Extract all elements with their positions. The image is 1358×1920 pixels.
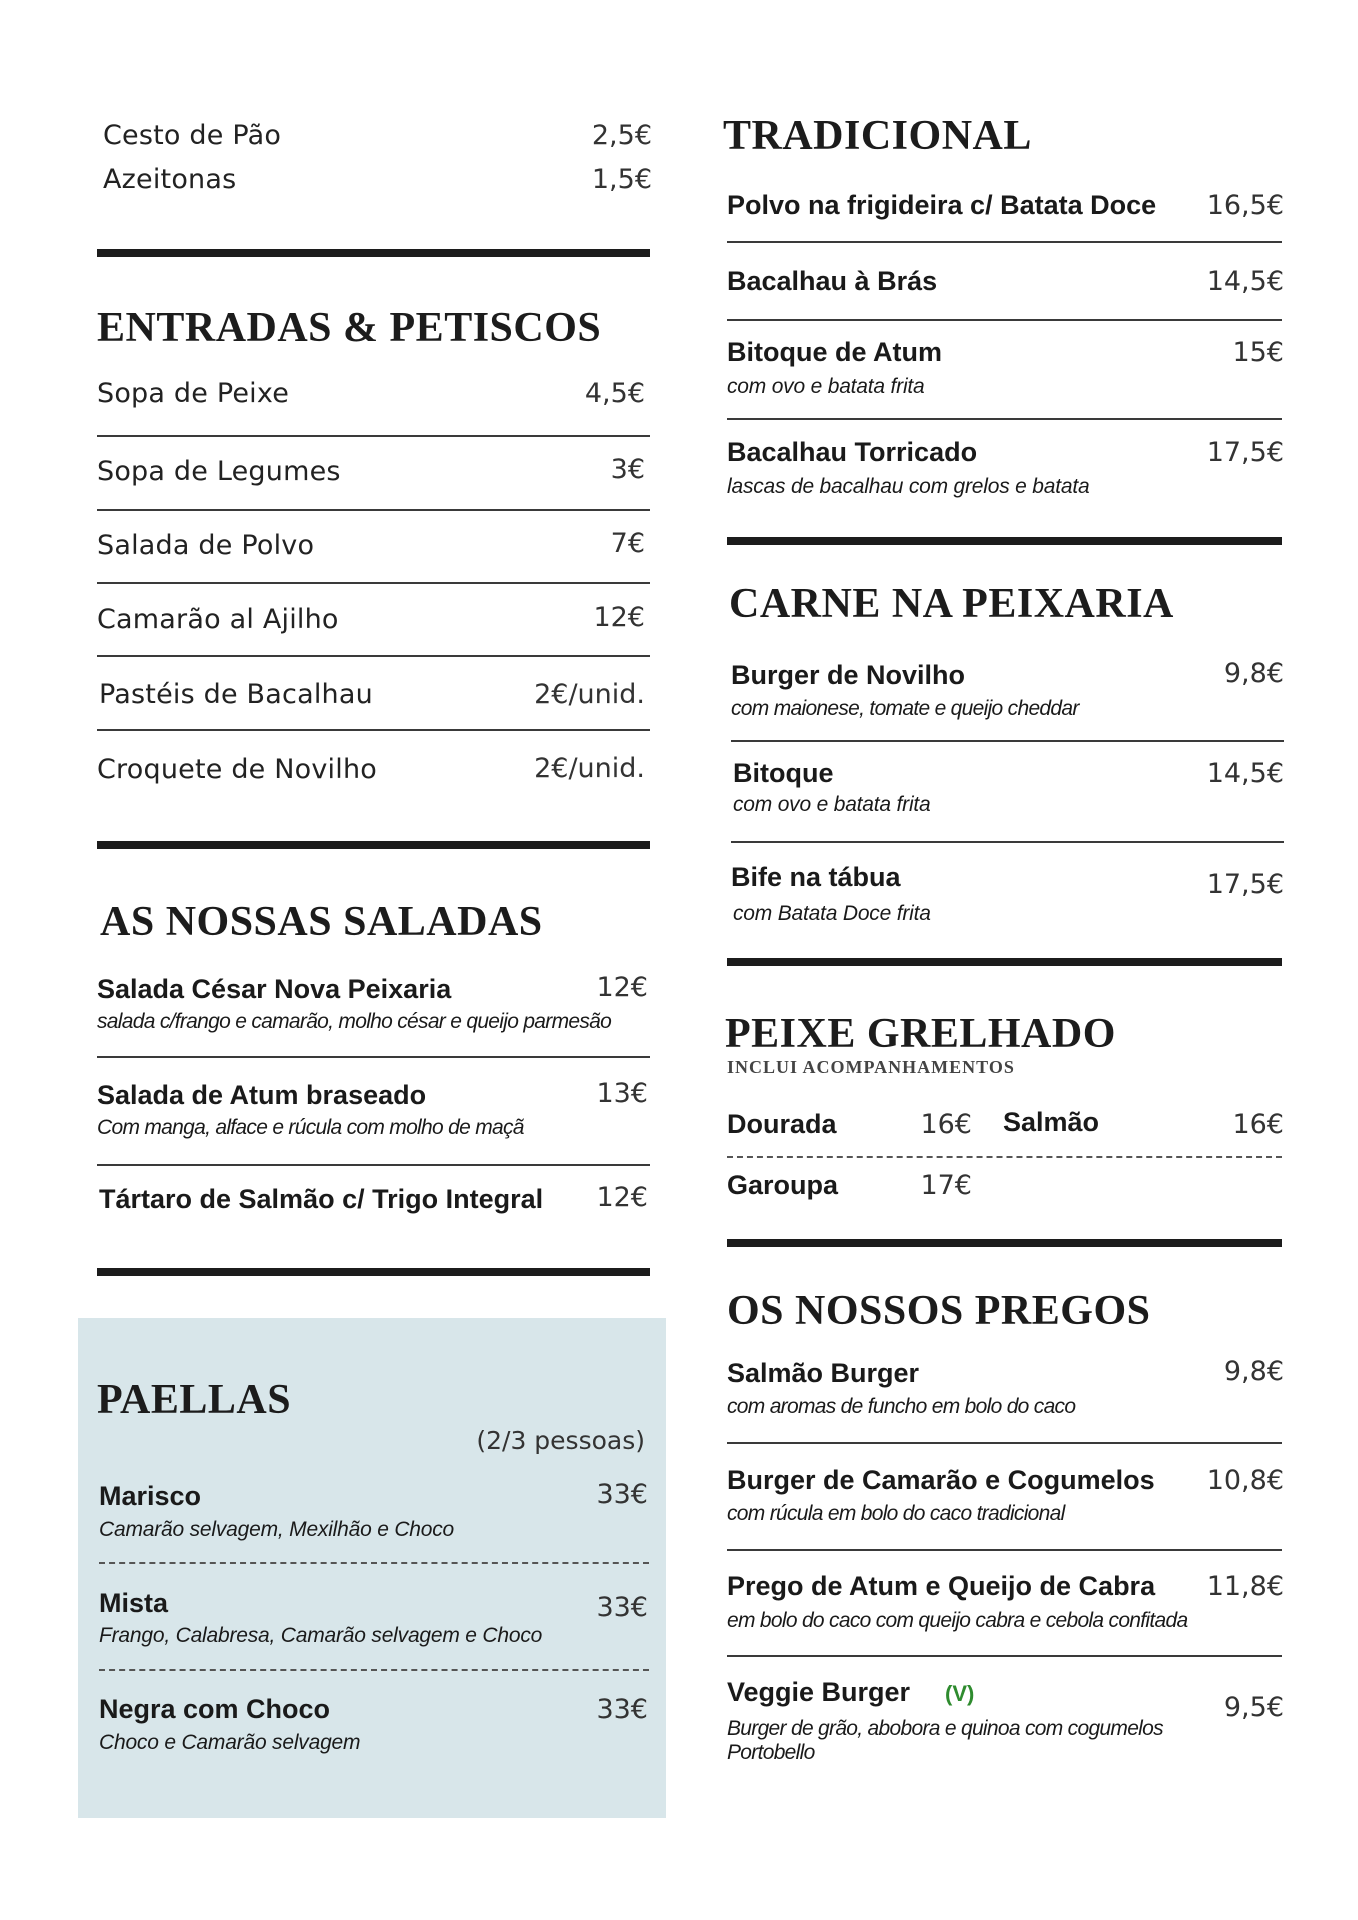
item-divider [727, 319, 1282, 321]
menu-item-name: Tártaro de Salmão c/ Trigo Integral [99, 1184, 544, 1214]
menu-item-name: Burger de Camarão e Cogumelos [727, 1465, 1155, 1495]
menu-item-name: Sopa de Peixe [97, 378, 290, 409]
menu-item-price: 4,5€ [584, 378, 645, 409]
menu-item-price: 14,5€ [1206, 758, 1284, 789]
menu-item-price: 7€ [610, 528, 645, 559]
menu-item-desc: Choco e Camarão selvagem [99, 1731, 361, 1754]
item-divider [97, 582, 650, 584]
menu-item-name: Salada de Polvo [97, 530, 315, 561]
menu-item-price: 12€ [596, 1182, 648, 1213]
menu-item-price: 11,8€ [1206, 1571, 1284, 1602]
menu-item-desc: Frango, Calabresa, Camarão selvagem e Choco [99, 1624, 543, 1647]
menu-item-price: 17€ [920, 1170, 972, 1201]
item-divider [727, 1442, 1282, 1444]
section-title-paellas: PAELLAS [97, 1377, 292, 1423]
menu-item-name: Bitoque de Atum [727, 337, 942, 367]
menu-item-price: 2€/unid. [534, 679, 645, 710]
menu-item-price: 17,5€ [1206, 869, 1284, 900]
menu-item-name: Salmão [1003, 1107, 1100, 1137]
menu-item-name: Cesto de Pão [103, 120, 282, 151]
menu-item-name: Camarão al Ajilho [97, 604, 339, 635]
menu-item-name: Marisco [99, 1481, 202, 1511]
menu-item-name: Salmão Burger [727, 1358, 920, 1388]
vegetarian-badge: (V) [945, 1681, 975, 1706]
item-divider [97, 1056, 650, 1058]
menu-item-desc: lascas de bacalhau com grelos e batata [727, 475, 1090, 498]
menu-item-desc: com rúcula em bolo do caco tradicional [727, 1502, 1065, 1525]
item-divider [97, 435, 650, 437]
item-divider [727, 1655, 1282, 1657]
menu-item-name: Prego de Atum e Queijo de Cabra [727, 1571, 1156, 1601]
menu-item-name: Bitoque [733, 758, 834, 788]
menu-item-desc: Com manga, alface e rúcula com molho de maçã [97, 1116, 524, 1139]
section-title-pregos: OS NOSSOS PREGOS [727, 1288, 1151, 1334]
item-divider [727, 1156, 1282, 1158]
menu-item-name: Azeitonas [103, 164, 237, 195]
menu-item-name: Salada César Nova Peixaria [97, 974, 452, 1004]
section-title-carne: CARNE NA PEIXARIA [729, 581, 1174, 627]
item-divider [727, 418, 1282, 420]
section-title-peixe: PEIXE GRELHADO [725, 1011, 1116, 1057]
item-divider [99, 1562, 649, 1564]
menu-item-price: 2€/unid. [534, 753, 645, 784]
section-divider [727, 1239, 1282, 1247]
item-divider [727, 1549, 1282, 1551]
item-divider [97, 509, 650, 511]
menu-item-desc: Burger de grão, abobora e quinoa com cogumelos [727, 1717, 1163, 1740]
menu-item-name: Negra com Choco [99, 1694, 331, 1724]
menu-item-name: Polvo na frigideira c/ Batata Doce [727, 190, 1157, 220]
menu-item-price: 16€ [1232, 1109, 1284, 1140]
menu-item-price: 17,5€ [1206, 437, 1284, 468]
item-divider [97, 1164, 650, 1166]
menu-item-price: 10,8€ [1206, 1465, 1284, 1496]
menu-item-price: 16€ [920, 1109, 972, 1140]
menu-item-price: 12€ [593, 602, 645, 633]
menu-item-name: Sopa de Legumes [97, 456, 341, 487]
section-title-entradas: ENTRADAS & PETISCOS [97, 305, 602, 351]
menu-item-desc: com aromas de funcho em bolo do caco [727, 1395, 1076, 1418]
menu-item-price: 2,5€ [591, 120, 652, 151]
menu-item-price: 9,8€ [1223, 658, 1284, 689]
menu-item-name: Mista [99, 1588, 169, 1618]
menu-item-price: 13€ [596, 1078, 648, 1109]
menu-item-desc: com maionese, tomate e queijo cheddar [731, 697, 1079, 720]
item-divider [731, 740, 1284, 742]
menu-item-desc: em bolo do caco com queijo cabra e cebola confitada [727, 1609, 1188, 1632]
menu-item-desc: com ovo e batata frita [733, 793, 931, 816]
menu-item-price: 1,5€ [591, 164, 652, 195]
menu-item-desc-continued: Portobello [727, 1741, 815, 1764]
menu-item-price: 9,8€ [1223, 1356, 1284, 1387]
item-divider [97, 655, 650, 657]
menu-item-price: 33€ [596, 1592, 648, 1623]
menu-item-name: Veggie Burger [727, 1677, 911, 1707]
menu-item-price: 33€ [596, 1694, 648, 1725]
menu-item-desc: com Batata Doce frita [733, 902, 931, 925]
section-divider [727, 537, 1282, 545]
section-title-saladas: AS NOSSAS SALADAS [100, 899, 543, 945]
menu-item-desc: salada c/frango e camarão, molho césar e queijo parmesão [97, 1010, 612, 1033]
menu-item-price: 12€ [596, 972, 648, 1003]
menu-item-name: Burger de Novilho [731, 660, 966, 690]
section-divider [97, 1268, 650, 1276]
item-divider [97, 729, 650, 731]
section-divider [97, 249, 650, 257]
menu-item-price: 3€ [610, 454, 645, 485]
menu-item-name: Dourada [727, 1109, 837, 1139]
section-divider [97, 841, 650, 849]
menu-item-price: 33€ [596, 1479, 648, 1510]
section-title-tradicional: TRADICIONAL [723, 113, 1032, 159]
menu-item-name: Bacalhau à Brás [727, 266, 938, 296]
section-subtitle-peixe: INCLUI ACOMPANHAMENTOS [727, 1057, 1015, 1077]
menu-item-price: 16,5€ [1206, 190, 1284, 221]
menu-item-desc: com ovo e batata frita [727, 375, 925, 398]
menu-item-name: Garoupa [727, 1170, 839, 1200]
paellas-note: (2/3 pessoas) [476, 1426, 645, 1455]
menu-item-name: Bacalhau Torricado [727, 437, 978, 467]
menu-item-name: Pastéis de Bacalhau [99, 679, 373, 710]
menu-item-price: 14,5€ [1206, 266, 1284, 297]
menu-item-desc: Camarão selvagem, Mexilhão e Choco [99, 1518, 455, 1541]
item-divider [727, 241, 1282, 243]
menu-item-price: 15€ [1232, 337, 1284, 368]
menu-item-price: 9,5€ [1223, 1692, 1284, 1723]
item-divider [731, 841, 1284, 843]
menu-item-name: Croquete de Novilho [97, 754, 377, 785]
section-divider [727, 958, 1282, 966]
item-divider [99, 1669, 649, 1671]
menu-item-name: Bife na tábua [731, 862, 901, 892]
menu-item-name: Salada de Atum braseado [97, 1080, 427, 1110]
